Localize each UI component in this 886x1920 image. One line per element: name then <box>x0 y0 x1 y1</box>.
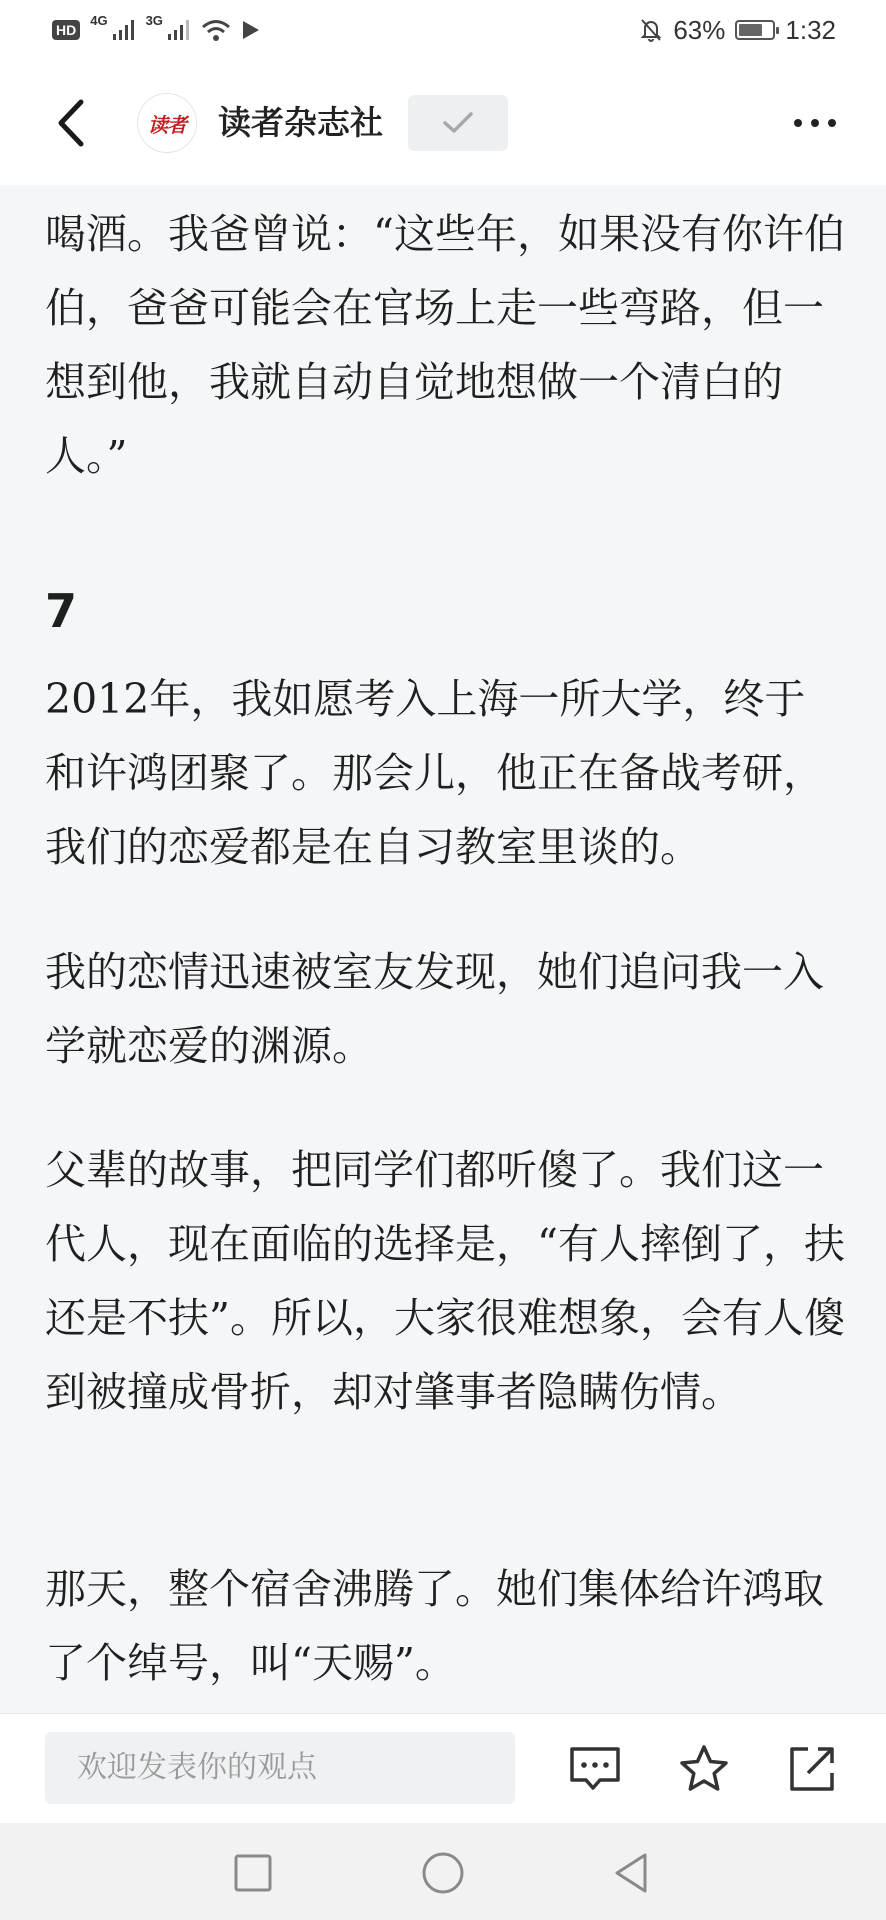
more-options-button[interactable] <box>785 100 845 146</box>
followed-button[interactable] <box>408 95 508 151</box>
status-right <box>639 15 836 46</box>
article-paragraph: 那天，整个宿舍沸腾了。她们集体给许鸿取了个绰号，叫“天赐”。 <box>45 1565 824 1687</box>
mute-bell-icon <box>639 17 663 43</box>
comment-input[interactable] <box>45 1732 515 1804</box>
article-paragraph: 我的恋情迅速被室友发现，她们追问我一入学就恋爱的渊源。 <box>45 948 824 1070</box>
article-body[interactable] <box>0 185 886 1713</box>
circle-icon <box>421 1851 465 1895</box>
status-bar <box>0 0 886 60</box>
bottom-action-bar <box>0 1713 886 1823</box>
battery-percent: 63% <box>673 14 726 45</box>
chevron-left-icon <box>53 98 87 148</box>
hd-badge: HD <box>52 20 80 40</box>
triangle-back-icon <box>611 1851 651 1895</box>
signal-icon <box>167 19 191 41</box>
battery-icon <box>735 20 775 40</box>
more-dot <box>828 119 836 127</box>
checkmark-icon <box>441 110 475 136</box>
play-icon <box>241 19 261 41</box>
share-icon <box>786 1743 838 1795</box>
status-left <box>52 12 261 42</box>
home-button[interactable] <box>413 1843 473 1903</box>
more-dot <box>794 119 802 127</box>
signal-icon <box>112 19 136 41</box>
channel-name[interactable]: 读者杂志社 <box>218 104 383 141</box>
clock: 1:32 <box>785 14 836 45</box>
wifi-icon <box>201 18 231 42</box>
signal-2-label: 3G <box>145 12 163 28</box>
back-button[interactable] <box>40 90 100 156</box>
article-paragraph: 喝酒。我爸曾说：“这些年，如果没有你许伯伯，爸爸可能会在官场上走一些弯路，但一想到他，我就自动自觉地想做一个清白的人。” <box>45 210 845 480</box>
comment-icon <box>568 1744 622 1794</box>
recent-apps-button[interactable] <box>223 1843 283 1903</box>
section-number: 7 <box>45 584 78 638</box>
square-icon <box>233 1853 273 1893</box>
avatar-logo-text: 读者 <box>148 112 186 137</box>
system-back-button[interactable] <box>601 1843 661 1903</box>
comment-button[interactable] <box>565 1739 625 1799</box>
share-button[interactable] <box>782 1739 842 1799</box>
article-paragraph: 2012年，我如愿考入上海一所大学，终于和许鸿团聚了。那会儿，他正在备战考研，我们的恋爱都是在自习教室里谈的。 <box>45 675 824 871</box>
system-nav-bar <box>0 1823 886 1920</box>
favorite-button[interactable] <box>674 1739 734 1799</box>
article-paragraph: 父辈的故事，把同学们都听傻了。我们这一代人，现在面临的选择是，“有人摔倒了，扶还是不扶”。所以，大家很难想象，会有人傻到被撞成骨折，却对肇事者隐瞒伤情。 <box>45 1146 845 1416</box>
more-dot <box>811 119 819 127</box>
star-icon <box>677 1743 731 1795</box>
channel-avatar[interactable] <box>137 93 197 153</box>
signal-1-label: 4G <box>90 12 108 28</box>
app-header <box>0 60 886 185</box>
